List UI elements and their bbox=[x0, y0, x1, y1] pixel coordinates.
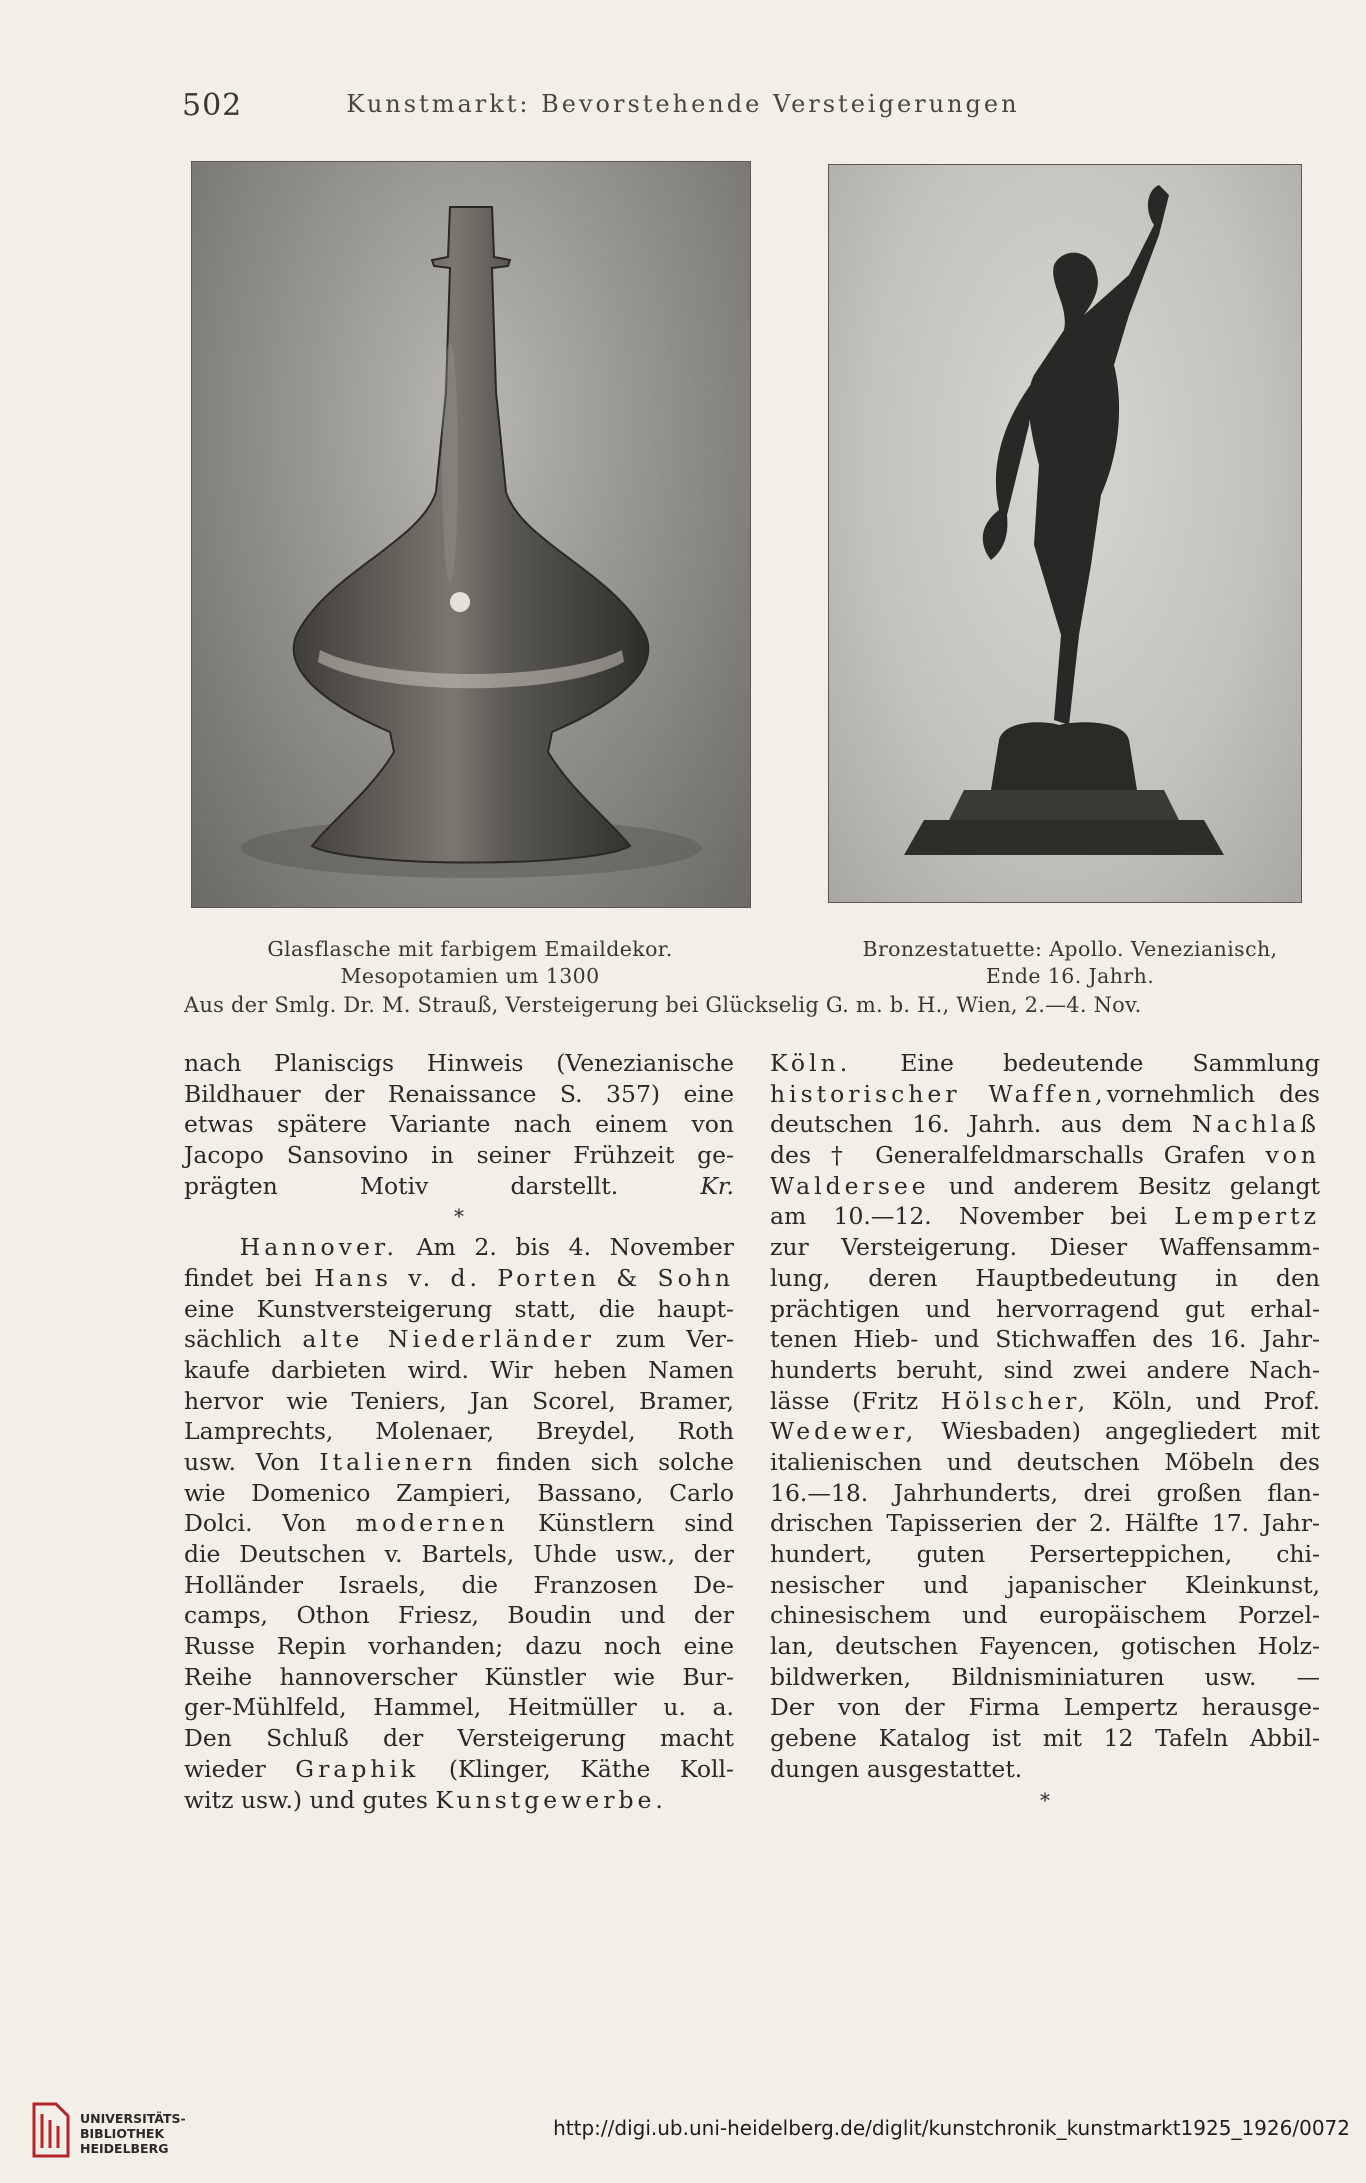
text-line: ger-Mühlfeld, Hammel, Heitmüller u. a. bbox=[184, 1693, 734, 1722]
caption-bronze-statuette bbox=[800, 936, 1340, 990]
library-logo-icon bbox=[28, 2100, 74, 2160]
emphasis: alte Niederländer bbox=[302, 1325, 595, 1354]
library-name-line: BIBLIOTHEK bbox=[80, 2126, 165, 2141]
text-column-right bbox=[770, 1048, 1320, 1815]
text-line: Bildhauer der Renaissance S. 357) eine bbox=[184, 1079, 734, 1108]
text-line: chinesischem und europäischem Porzel- bbox=[770, 1601, 1320, 1630]
text-line bbox=[184, 1785, 734, 1816]
firm-name: Hans v. d. Porten & Sohn bbox=[314, 1263, 734, 1292]
text-line: kaufe darbieten wird. Wir heben Namen bbox=[184, 1355, 734, 1384]
text-line: Reihe hannoverscher Künstler wie Bur- bbox=[184, 1662, 734, 1691]
running-header bbox=[0, 88, 1366, 128]
text-fragment: prägten Motiv darstellt. bbox=[184, 1171, 619, 1200]
text-line: hervor wie Teniers, Jan Scorel, Bramer, bbox=[184, 1386, 734, 1415]
emphasis: Waldersee bbox=[770, 1171, 930, 1200]
text-line bbox=[184, 1324, 734, 1355]
text-fragment: am 10.—12. November bei bbox=[770, 1202, 1147, 1231]
text-fragment: und anderem Besitz gelangt bbox=[948, 1171, 1320, 1200]
text-fragment: findet bei bbox=[184, 1263, 302, 1292]
text-line: hundert, guten Perserteppichen, chi- bbox=[770, 1540, 1320, 1568]
text-line: prächtigen und hervorragend gut erhal- bbox=[770, 1294, 1320, 1323]
emphasis: Italienern bbox=[319, 1447, 477, 1476]
text-fragment: Am 2. bis 4. November bbox=[416, 1233, 734, 1262]
library-name-line: HEIDELBERG bbox=[80, 2141, 169, 2156]
text-line: die Deutschen v. Bartels, Uhde usw., der bbox=[184, 1540, 734, 1568]
text-fragment: finden sich solche bbox=[496, 1447, 734, 1476]
text-fragment: des † Generalfeldmarschalls Grafen bbox=[770, 1141, 1246, 1170]
text-line: Lamprechts, Molenaer, Breydel, Roth bbox=[184, 1417, 734, 1446]
text-line: gebene Katalog ist mit 12 Tafeln Abbil- bbox=[770, 1724, 1320, 1753]
place-name: Hannover. bbox=[239, 1233, 398, 1262]
emphasis: von bbox=[1265, 1141, 1320, 1170]
emphasis: historischer Waffen, bbox=[770, 1079, 1107, 1108]
text-line bbox=[770, 1109, 1320, 1140]
text-fragment: usw. Von bbox=[184, 1447, 300, 1476]
page-number: 502 bbox=[182, 88, 243, 123]
text-line: tenen Hieb- und Stichwaffen des 16. Jahr- bbox=[770, 1325, 1320, 1354]
text-line: italienischen und deutschen Möbeln des bbox=[770, 1447, 1320, 1476]
text-fragment: Wiesbaden) angegliedert mit bbox=[941, 1417, 1320, 1446]
text-line: drischen Tapisserien der 2. Hälfte 17. Jahr- bbox=[770, 1509, 1320, 1538]
text-fragment: Eine bedeutende Sammlung bbox=[900, 1049, 1320, 1077]
library-name bbox=[80, 2111, 186, 2156]
text-fragment: Künstlern sind bbox=[538, 1509, 734, 1538]
text-line: 16.—18. Jahrhunderts, drei großen flan- bbox=[770, 1478, 1320, 1507]
text-line bbox=[184, 1447, 734, 1478]
emphasis: Graphik bbox=[295, 1754, 420, 1783]
emphasis: Wedewer, bbox=[770, 1417, 918, 1446]
text-fragment: Dolci. Von bbox=[184, 1509, 327, 1538]
text-fragment: vornehmlich des bbox=[1106, 1079, 1320, 1108]
text-line: Den Schluß der Versteigerung macht bbox=[184, 1724, 734, 1753]
text-line: Russe Repin vorhanden; dazu noch eine bbox=[184, 1632, 734, 1661]
text-line: zur Versteigerung. Dieser Waffensamm- bbox=[770, 1233, 1320, 1262]
text-line: Holländer Israels, die Franzosen De- bbox=[184, 1570, 734, 1599]
caption-glass-bottle bbox=[191, 936, 749, 990]
photo-bronze-statuette bbox=[828, 164, 1302, 903]
text-line bbox=[770, 1416, 1320, 1447]
figure-credit: Aus der Smlg. Dr. M. Strauß, Versteigerung bei Glückselig G. m. b. H., Wien, 2.—4. Nov. bbox=[184, 993, 1142, 1017]
glass-bottle-illustration bbox=[192, 162, 750, 907]
text-line: lung, deren Hauptbedeutung in den bbox=[770, 1263, 1320, 1292]
text-line: Der von der Firma Lempertz herausge- bbox=[770, 1693, 1320, 1722]
text-line bbox=[770, 1140, 1320, 1171]
emphasis: Nachlaß bbox=[1191, 1110, 1320, 1139]
text-line bbox=[184, 1508, 734, 1539]
text-line: eine Kunstversteigerung statt, die haupt- bbox=[184, 1294, 734, 1323]
place-name: Köln. bbox=[770, 1049, 852, 1077]
text-line: camps, Othon Friesz, Boudin und der bbox=[184, 1601, 734, 1630]
text-line: dungen ausgestattet. bbox=[770, 1754, 1023, 1783]
section-divider-star: * bbox=[1040, 1787, 1050, 1812]
text-fragment: zum Ver- bbox=[615, 1325, 734, 1354]
text-line bbox=[770, 1386, 1320, 1417]
emphasis: modernen bbox=[355, 1509, 509, 1538]
firm-name: Lempertz bbox=[1174, 1202, 1320, 1231]
section-divider-star: * bbox=[454, 1204, 464, 1229]
emphasis: Kunstgewerbe. bbox=[435, 1785, 667, 1814]
running-title: Kunstmarkt: Bevorstehende Versteigerungen bbox=[346, 90, 1020, 118]
text-line bbox=[184, 1232, 734, 1263]
author-initials: Kr. bbox=[700, 1171, 734, 1200]
text-line: nach Planiscigs Hinweis (Venezianische bbox=[184, 1049, 734, 1077]
text-line bbox=[184, 1263, 734, 1294]
text-fragment: sächlich bbox=[184, 1325, 282, 1354]
caption-line: Glasflasche mit farbigem Emaildekor. bbox=[267, 937, 673, 961]
caption-line: Mesopotamien um 1300 bbox=[340, 964, 600, 988]
text-line: etwas spätere Variante nach einem von bbox=[184, 1110, 734, 1139]
text-line bbox=[184, 1171, 734, 1202]
text-line: Jacopo Sansovino in seiner Frühzeit ge- bbox=[184, 1141, 734, 1170]
text-line: hunderts beruht, sind zwei andere Nach- bbox=[770, 1355, 1320, 1384]
text-line bbox=[770, 1079, 1320, 1110]
caption-line: Ende 16. Jahrh. bbox=[985, 964, 1155, 988]
text-fragment: Köln, und Prof. bbox=[1111, 1386, 1320, 1415]
emphasis: Hölscher, bbox=[940, 1386, 1090, 1415]
statuette-illustration bbox=[829, 165, 1301, 902]
text-line bbox=[770, 1171, 1320, 1202]
text-fragment: deutschen 16. Jahrh. aus dem bbox=[770, 1110, 1173, 1139]
text-line: wie Domenico Zampieri, Bassano, Carlo bbox=[184, 1478, 734, 1507]
caption-line: Bronzestatuette: Apollo. Venezianisch, bbox=[862, 937, 1278, 961]
text-line: nesischer und japanischer Kleinkunst, bbox=[770, 1570, 1320, 1599]
text-fragment: witz usw.) und gutes bbox=[184, 1785, 428, 1814]
photo-glass-bottle bbox=[191, 161, 751, 908]
text-line bbox=[184, 1754, 734, 1785]
text-line: bildwerken, Bildnisminiaturen usw. — bbox=[770, 1662, 1320, 1691]
text-fragment: lässe (Fritz bbox=[770, 1386, 919, 1415]
library-name-line: UNIVERSITÄTS- bbox=[80, 2111, 186, 2126]
text-line bbox=[770, 1201, 1320, 1232]
text-column-left bbox=[184, 1048, 734, 1815]
source-url-link[interactable]: http://digi.ub.uni-heidelberg.de/diglit/kunstchronik_kunstmarkt1925_1926/0072 bbox=[553, 2116, 1350, 2140]
text-line bbox=[770, 1048, 1320, 1079]
text-fragment: wieder bbox=[184, 1754, 266, 1783]
text-line: lan, deutschen Fayencen, gotischen Holz- bbox=[770, 1632, 1320, 1661]
text-fragment: (Klinger, Käthe Koll- bbox=[448, 1754, 734, 1783]
